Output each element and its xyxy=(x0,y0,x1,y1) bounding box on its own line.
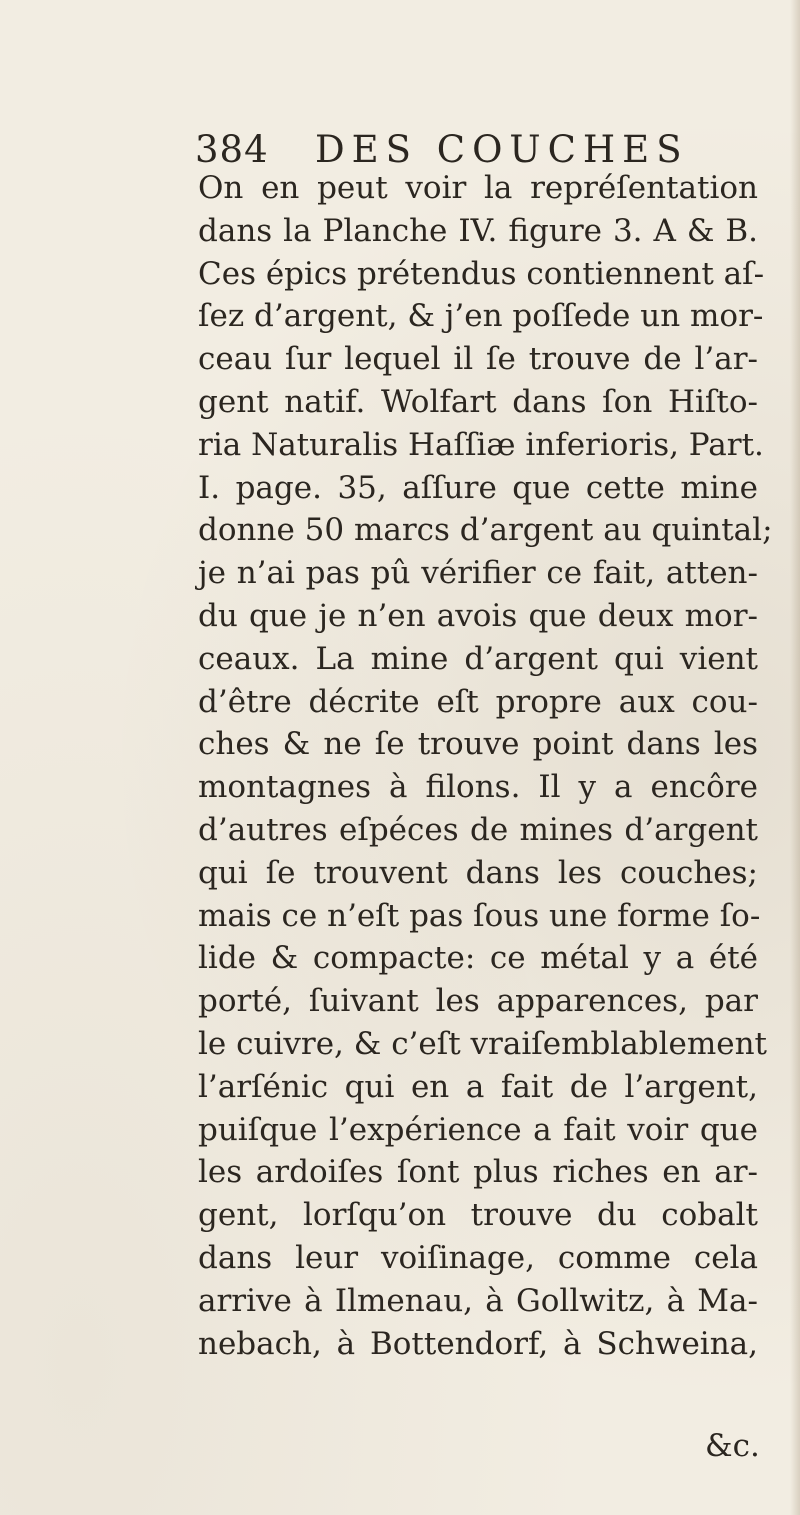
page-number: 384 xyxy=(195,128,269,171)
text-line: Ces épics prétendus contiennent aſ- xyxy=(198,255,765,292)
text-line: gent natif. Wolfart dans ſon Hiſto- xyxy=(198,383,758,420)
text-line: arrive à Ilmenau, à Gollwitz, à Ma- xyxy=(198,1282,758,1319)
text-line: puiſque l’expérience a fait voir que xyxy=(198,1111,758,1148)
text-line: l’arſénic qui en a fait de l’argent, xyxy=(198,1068,758,1105)
running-title: DES COUCHES xyxy=(315,128,689,171)
text-line: ceau ſur lequel il ſe trouve de l’ar- xyxy=(198,341,758,378)
text-line: On en peut voir la repréſentation xyxy=(198,170,758,206)
text-line: porté, ſuivant les apparences, par xyxy=(198,983,758,1020)
text-line: ſez d’argent, & j’en poſſede un mor- xyxy=(198,298,764,335)
text-line: le cuivre, & c’eſt vraiſemblablement xyxy=(198,1025,767,1062)
text-line: ches & ne ſe trouve point dans les xyxy=(198,726,758,763)
text-line: d’être décrite eſt propre aux cou- xyxy=(198,683,758,720)
text-line: je n’ai pas pû vérifier ce fait, atten- xyxy=(198,555,758,592)
text-line: les ardoiſes ſont plus riches en ar- xyxy=(198,1154,758,1191)
text-line: nebach, à Bottendorf, à Schweina, xyxy=(198,1325,758,1362)
text-line: dans la Planche IV. figure 3. A & B. xyxy=(198,212,758,249)
text-line: I. page. 35, aſſure que cette mine xyxy=(198,469,758,506)
text-line: gent, lorſqu’on trouve du cobalt xyxy=(198,1197,758,1234)
body-text xyxy=(198,167,773,1365)
text-line: ria Naturalis Haſſiæ inferioris, Part. xyxy=(198,426,764,463)
text-line: ceaux. La mine d’argent qui vient xyxy=(198,640,758,677)
text-line: mais ce n’eſt pas ſous une forme ſo- xyxy=(198,897,761,934)
text-line: donne 50 marcs d’argent au quintal; xyxy=(198,512,773,549)
catchword: &c. xyxy=(705,1428,760,1464)
text-line: lide & compacte: ce métal y a été xyxy=(198,940,758,977)
text-line: montagnes à filons. Il y a encôre xyxy=(198,769,758,806)
text-line: d’autres eſpéces de mines d’argent xyxy=(198,811,758,848)
page-edge-shadow xyxy=(790,0,800,1515)
text-line: qui ſe trouvent dans les couches; xyxy=(198,854,758,891)
text-line: dans leur voiſinage, comme cela xyxy=(198,1239,758,1276)
text-line: du que je n’en avois que deux mor- xyxy=(198,597,758,634)
